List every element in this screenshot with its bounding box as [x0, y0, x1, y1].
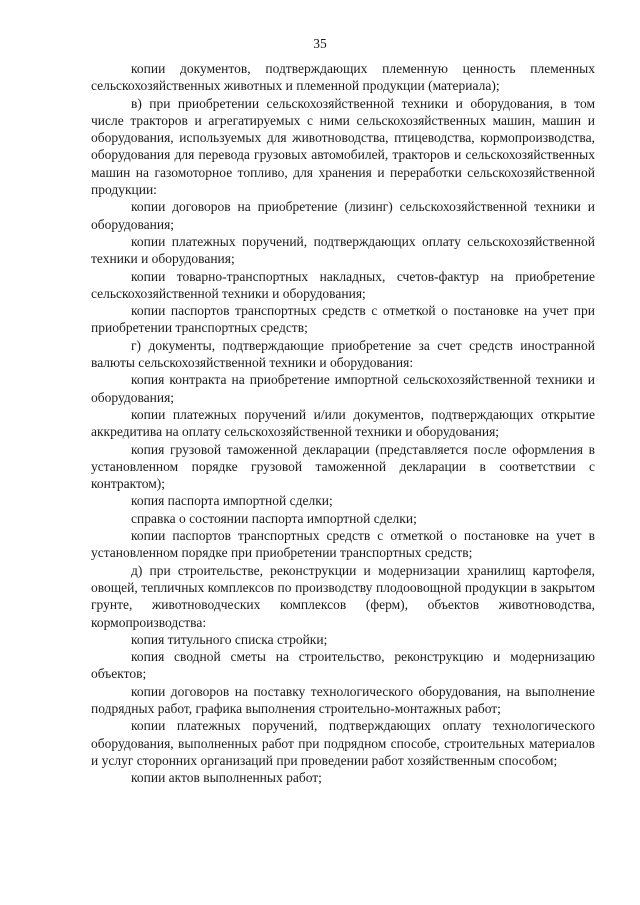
paragraph-13: копии паспортов транспортных средств с отметкой о постановке на учет в установленном порядке при приобретении транспортных средств;: [91, 528, 595, 561]
paragraph-19: копии актов выполненных работ;: [131, 770, 322, 786]
paragraph-3: копии договоров на приобретение (лизинг) сельскохозяйственной техники и оборудования;: [91, 199, 595, 232]
paragraph-16: копия сводной сметы на строительство, реконструкцию и модернизацию объектов;: [91, 649, 595, 682]
paragraph-5: копии товарно-транспортных накладных, счетов-фактур на приобретение сельскохозяйственной техники и оборудования;: [91, 268, 595, 301]
paragraph-7: г) документы, подтверждающие приобретение за счет средств иностранной валюты сельскохозяйственной техники и оборудования:: [91, 337, 595, 371]
paragraph-2: в) при приобретении сельскохозяйственной техники и оборудования, в том числе тракторов и агрегатируемых с ними сельскохозяйственных машин, машин и оборудования, используемых для животноводства, птицеводства, кормопроизводства, оборудования для перевода грузовых автомобилей, тракторов и сельскохозяйственных машин на газомоторное топливо, для хранения и переработки сельскохозяйственной продукции:: [91, 95, 595, 198]
paragraph-8: копия контракта на приобретение импортной сельскохозяйственной техники и оборудования;: [91, 372, 595, 405]
paragraph-12: справка о состоянии паспорта импортной сделки;: [131, 510, 417, 526]
paragraph-4: копии платежных поручений, подтверждающих оплату сельскохозяйственной техники и оборудования;: [91, 233, 595, 267]
paragraph-6: копии паспортов транспортных средств с отметкой о постановке на учет при приобретении транспортных средств;: [91, 303, 595, 336]
paragraph-1: копии документов, подтверждающих племенную ценность племенных сельскохозяйственных животных и племенной продукции (материала);: [91, 61, 595, 94]
document-body: [91, 60, 595, 786]
paragraph-11: копия паспорта импортной сделки;: [131, 493, 333, 509]
paragraph-15: копия титульного списка стройки;: [131, 631, 328, 647]
paragraph-10: копия грузовой таможенной декларации (представляется после оформления в установленном порядке грузовой таможенной декларации в соответствии с контрактом);: [91, 441, 595, 492]
paragraph-18: копии платежных поручений, подтверждающих оплату технологического оборудования, выполненных работ при подрядном способе, строительных материалов и услуг сторонних организаций при проведении работ хозяйственным способом;: [91, 718, 595, 768]
page-number: 35: [313, 36, 327, 51]
paragraph-14: д) при строительстве, реконструкции и модернизации хранилищ картофеля, овощей, тепличных комплексов по производству плодоовощной продукции в закрытом грунте, животноводческих комплексов (ферм), объектов животноводства, кормопроизводства:: [91, 562, 595, 630]
paragraph-9: копии платежных поручений и/или документов, подтверждающих открытие аккредитива на оплату сельскохозяйственной техники и оборудования;: [91, 406, 595, 440]
paragraph-17: копии договоров на поставку технологического оборудования, на выполнение подрядных работ, графика выполнения строительно-монтажных работ;: [91, 683, 595, 716]
